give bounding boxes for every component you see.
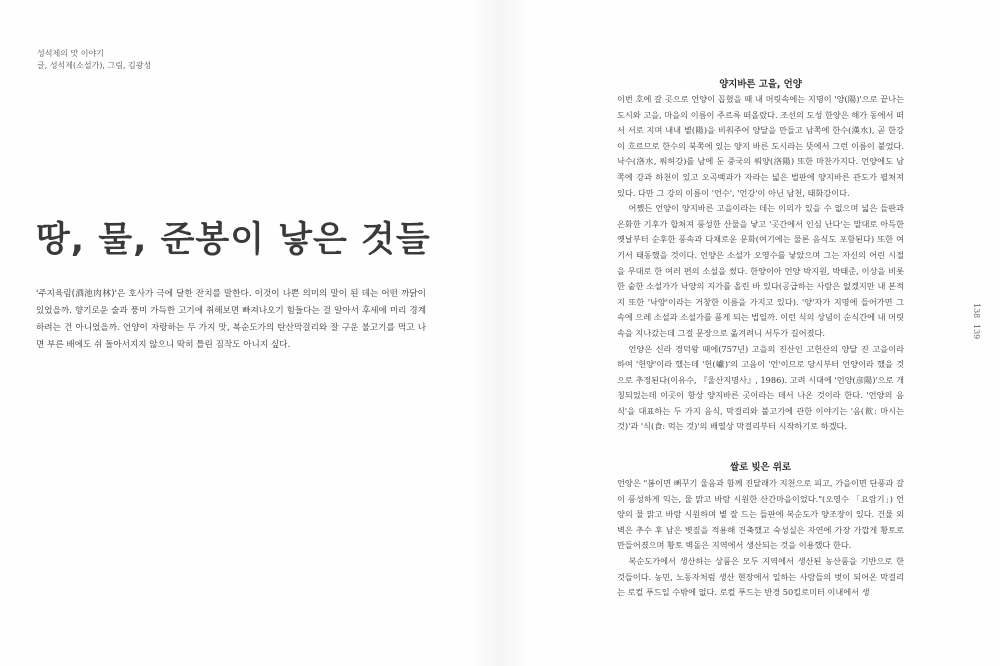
running-head: [37, 48, 151, 72]
credits: 글, 성석제(소설가), 그림, 김광성: [37, 61, 152, 70]
paragraph: 어쨌든 언양이 양지바른 고을이라는 데는 이의가 있을 수 없으며 넓은 들판과 온화한 기후가 합쳐져 풍성한 산물을 낳고 '곳간에서 인심 난다'는 말대로 아득한 옛날부터 순후한 풍속과 다채로운 문화(여기에는 물론 음식도 포함된다) 또한 여기서 태동했을 것이다. 언양은 소설가 오영수를 낳았으며 그는 자신의 어린 시절을 무대로 한 여러 편의 소설을 썼다. 한양이아 언양 박지원, 박태준, 이상을 비롯한 숱한 소설가가 낙양의 지가를 올린 바 있다(공급하는 사람은 없겠지만 내 본적지 또한 '낙양'이라는 거창한 이름을 가지고 있다). '양'자가 지명에 들어가면 그 속에 으레 소설과 소설가를 품게 되는 법일까. 이런 식의 상념이 순식간에 내 머릿속을 지나갔는데 그걸 문장으로 옮겨려니 서두가 길어졌다.: [617, 203, 904, 338]
section-eonyang: [617, 76, 904, 435]
article-title: 땅, 물, 준봉이 낳은 것들: [36, 220, 431, 260]
paragraph: 언양은 "봄이면 뻐꾸기 울음과 함께 진달래가 지천으로 피고, 가을이면 단풍과 갈이 풍성하게 익는, 물 맑고 바람 시원한 산간마을이었다."(오영수 「요람기」) 언양의 물 맑고 바람 시원하며 볕 잘 드는 들판에 복순도가 양조장이 있다. 건물 외벽은 추수 후 남은 볏짚을 적용해 건축했고 숙성실은 자연에 가장 가깝게 황토로 만들어졌으며 황토 벽돌은 지역에서 생산되는 것을 이용했다 한다.: [617, 478, 904, 551]
page-number-left: 138: [972, 303, 981, 319]
section-heading: 양지바른 고을, 언양: [719, 79, 802, 90]
series-name: 성석제의 맛 이야기: [37, 49, 104, 58]
page-gutter: [470, 0, 530, 666]
lead-paragraph: [36, 286, 426, 354]
section-body: [617, 476, 904, 601]
section-body: [617, 92, 904, 435]
paragraph: 이번 호에 갈 곳으로 언양이 꼽혔을 때 내 머릿속에는 지명이 '양(陽)'으로 끝나는 도시와 고을, 마을의 이름이 주르륵 떠올랐다. 조선의 도성 한양은 해가 동에서 떠서 서로 지며 내내 볕(陽)을 비춰주어 양달을 만들고 남쪽에 한수(漢水), 곧 한강이 흐르므로 한수의 북쪽에 있는 양지 바른 도시라는 뜻에서 그런 이름이 붙었다. 낙수(洛水, 뤄허강)를 남에 둔 중국의 뤄양(洛陽) 또한 마찬가지다. 언양에도 남쪽에 강과 하천이 있고 오곡백과가 자라는 넓은 벌판에 양지바른 관도가 펼쳐져 있다. 다만 그 강의 이름이 '언수', '언강'이 아닌 남천, 태화강이다.: [617, 94, 904, 198]
paragraph: 언양은 신라 경덕왕 때에(757년) 고을의 진산인 고헌산의 양달 진 고을이라 하여 '헌양'이라 했는데 '헌(巘)'의 고음이 '언'이므로 당시부터 언양이라 했을 것으로 추정된다(이유수, 『울산지명사』, 1986). 고려 시대에 '언양(彦陽)'으로 개칭되었는데 이곳이 항상 양지바른 곳이라는 데서 나온 것이라 한다. '언양의 음식'을 대표하는 두 가지 음식, 막걸리와 불고기에 관한 이야기는 '음(飮: 마시는 것)'과 '식(食: 먹는 것)'의 배열상 막걸리부터 시작하기로 하겠다.: [617, 343, 904, 432]
lead-text: '주지육림(酒池肉林)'은 호사가 극에 달한 잔치를 말한다. 이것이 나쁜 의미의 말이 된 데는 어떤 까닭이 있었을까. 향기로운 술과 풍미 가득한 고기에 취해보면 빠져나오기 힘들다는 걸 알아서 후세에 미리 경계하려는 건 아니었을까. 언양이 자랑하는 두 가지 맛, 복순도가의 탄산막걸리와 잘 구운 불고기를 먹고 나면 부른 배에도 쉬 돌아서지지 않으니 딱히 틀린 짐작도 아니지 싶다.: [36, 289, 426, 350]
paragraph: 복순도가에서 생산하는 상품은 모두 지역에서 생산된 농산품을 기반으로 한 것들이다. 농민, 노동자처럼 생산 현장에서 일하는 사람들의 벗이 되어온 막걸리는 로컬 푸드일 수밖에 없다. 로컬 푸드는 반경 50킬로미터 이내에서 생: [617, 555, 904, 598]
section-heading: 쌀로 빚은 위로: [730, 462, 791, 473]
page-number-right: 139: [972, 324, 981, 340]
section-rice-comfort: [617, 459, 904, 601]
